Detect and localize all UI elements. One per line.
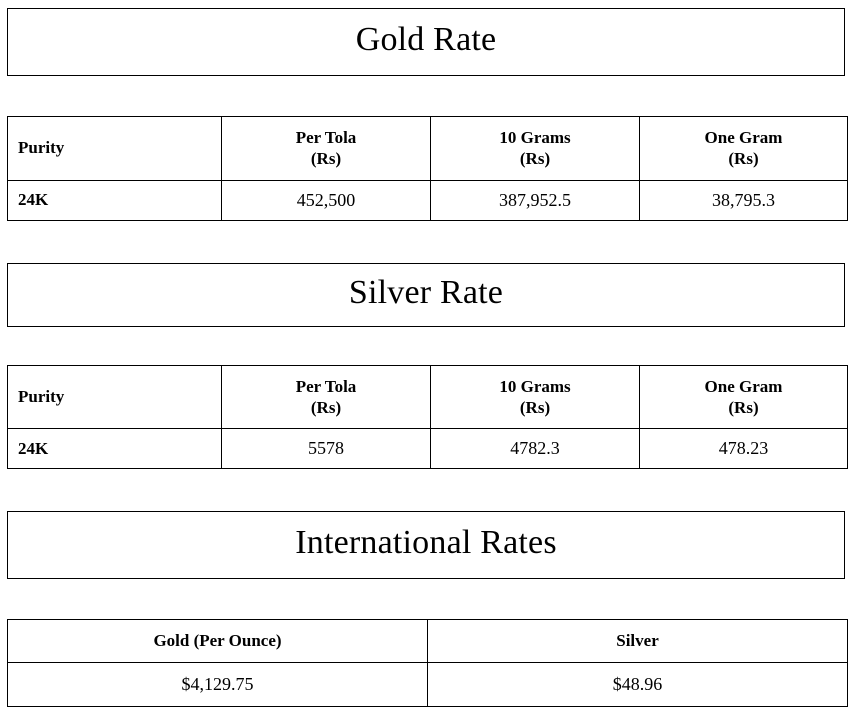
silver-row-ten-grams: 4782.3 — [431, 429, 640, 469]
gold-header-purity: Purity — [8, 117, 222, 181]
gold-rate-title: Gold Rate — [355, 21, 497, 58]
spacer-after-silver-table — [6, 469, 846, 511]
gold-rate-title-box — [7, 8, 845, 76]
silver-header-per-tola-line2: (Rs) — [310, 397, 342, 417]
gold-rate-table — [7, 116, 848, 221]
silver-header-ten-grams-line1: 10 Grams — [499, 376, 571, 396]
silver-header-ten-grams-line2: (Rs) — [519, 397, 551, 417]
silver-header-one-gram-line1: One Gram — [704, 376, 783, 396]
silver-table-body — [8, 429, 848, 469]
gold-row-purity: 24K — [8, 180, 222, 220]
silver-header-per-tola — [222, 365, 431, 429]
gold-header-per-tola-line2: (Rs) — [310, 149, 342, 169]
spacer-after-gold-table — [6, 221, 846, 263]
gold-header-ten-grams — [431, 117, 640, 181]
gold-row-one-gram: 38,795.3 — [640, 180, 848, 220]
silver-header-purity: Purity — [8, 365, 222, 429]
gold-table-body — [8, 180, 848, 220]
spacer-after-gold-title — [6, 76, 846, 116]
international-rates-title: International Rates — [295, 524, 557, 561]
silver-header-per-tola-line1: Per Tola — [295, 376, 357, 396]
international-gold-value: $4,129.75 — [8, 663, 428, 707]
silver-header-one-gram — [640, 365, 848, 429]
silver-row-one-gram: 478.23 — [640, 429, 848, 469]
international-header-silver: Silver — [428, 620, 848, 663]
international-header-gold: Gold (Per Ounce) — [8, 620, 428, 663]
table-row — [8, 180, 848, 220]
silver-table-head — [8, 365, 848, 429]
silver-rate-title: Silver Rate — [348, 273, 504, 311]
gold-row-per-tola: 452,500 — [222, 180, 431, 220]
table-row — [8, 429, 848, 469]
international-rates-table — [7, 619, 848, 707]
gold-row-ten-grams: 387,952.5 — [431, 180, 640, 220]
international-rates-title-box — [7, 511, 845, 579]
gold-header-per-tola — [222, 117, 431, 181]
gold-header-one-gram-line2: (Rs) — [728, 149, 759, 169]
gold-header-one-gram — [640, 117, 848, 181]
gold-header-ten-grams-line2: (Rs) — [519, 149, 551, 169]
international-header-row — [8, 620, 848, 663]
international-table-head — [8, 620, 848, 663]
gold-header-one-gram-line1: One Gram — [704, 128, 783, 147]
silver-header-ten-grams — [431, 365, 640, 429]
international-silver-value: $48.96 — [428, 663, 848, 707]
gold-header-per-tola-line1: Per Tola — [295, 128, 357, 147]
table-row — [8, 663, 848, 707]
silver-rate-title-box — [7, 263, 845, 327]
gold-header-ten-grams-line1: 10 Grams — [499, 128, 571, 147]
spacer-after-silver-title — [6, 327, 846, 365]
silver-row-per-tola: 5578 — [222, 429, 431, 469]
international-table-body — [8, 663, 848, 707]
silver-header-row — [8, 365, 848, 429]
gold-table-head — [8, 117, 848, 181]
gold-header-row — [8, 117, 848, 181]
silver-rate-table — [7, 365, 848, 470]
silver-header-one-gram-line2: (Rs) — [728, 397, 759, 417]
silver-row-purity: 24K — [8, 429, 222, 469]
spacer-after-international-title — [6, 579, 846, 619]
